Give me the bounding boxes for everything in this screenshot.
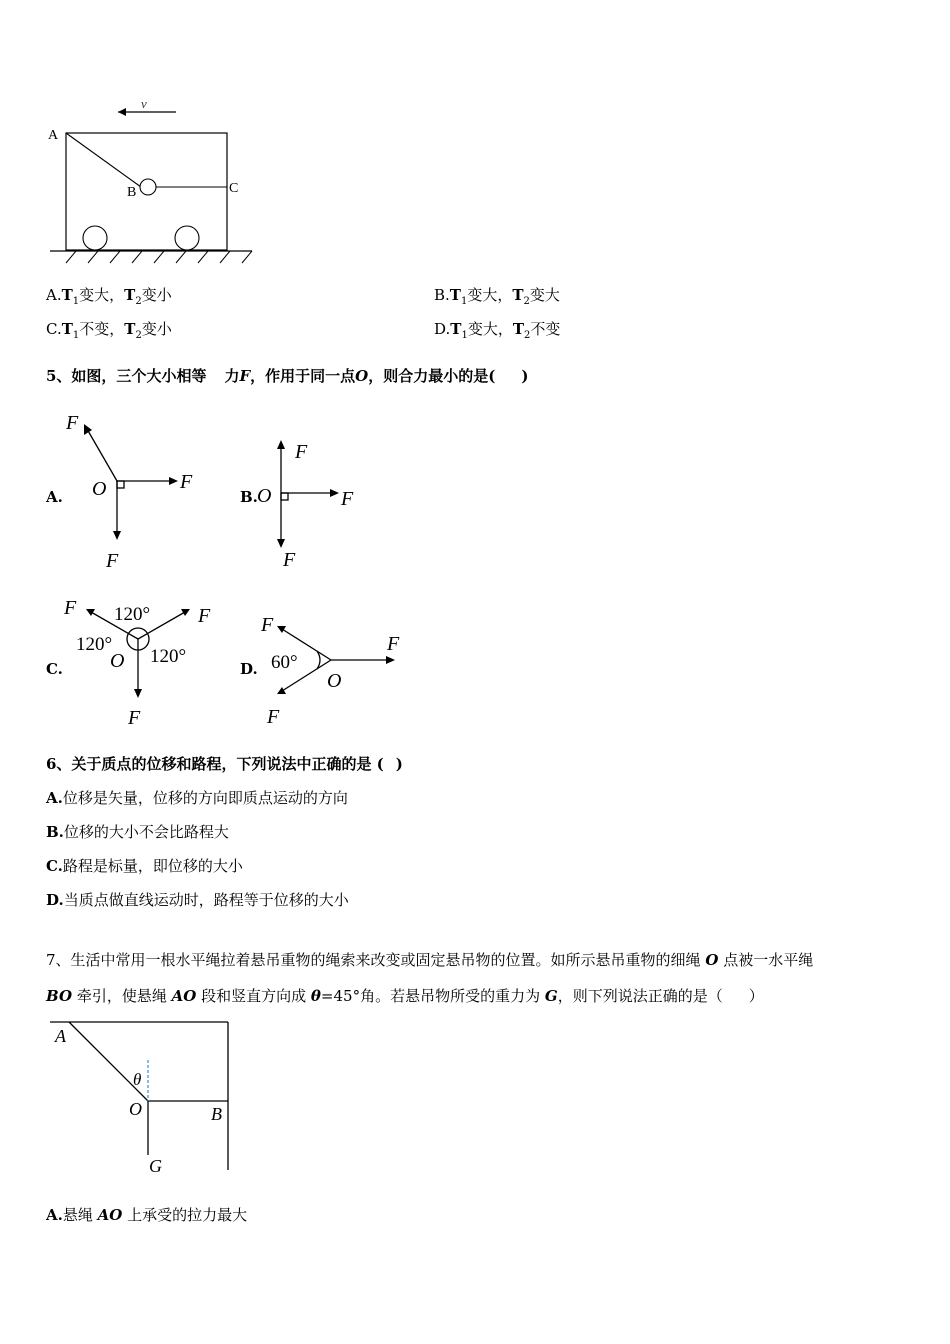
q5-figure-b[interactable] xyxy=(255,432,385,582)
force-label: F xyxy=(106,550,119,572)
q6-option-d[interactable]: D.当质点做直线运动时，路程等于位移的大小 xyxy=(46,891,349,909)
origin-label: O xyxy=(257,485,272,507)
q5-stem: 5、如图，三个大小相等 力F，作用于同一点O，则合力最小的是( ) xyxy=(46,367,529,385)
cart-figure xyxy=(40,92,300,272)
point-b-label: B xyxy=(211,1104,222,1124)
q7-stem-line2: BO 牵引，使悬绳 AO 段和竖直方向成 θ=45°角。若悬吊物所受的重力为 G，则下列说法正确的是（ ） xyxy=(46,987,764,1005)
point-c-label: C xyxy=(229,181,239,196)
velocity-label: v xyxy=(141,96,147,111)
force-label: F xyxy=(261,614,274,636)
q5-figure-a[interactable] xyxy=(60,405,230,575)
q7-option-a[interactable]: A.悬绳 AO 上承受的拉力最大 xyxy=(46,1206,248,1224)
force-label: F xyxy=(295,441,308,463)
q5-option-c[interactable]: C. xyxy=(46,660,63,678)
q4-option-d[interactable]: $D.T_1$变大，$T_2$不变 xyxy=(434,320,561,341)
force-label: F xyxy=(64,597,77,619)
force-label: F xyxy=(387,633,400,655)
angle-label: 60° xyxy=(271,652,298,673)
q7-figure xyxy=(45,1015,245,1185)
angle-label: 120° xyxy=(150,646,187,667)
q6-option-b[interactable]: B.位移的大小不会比路程大 xyxy=(46,823,229,841)
angle-label: 120° xyxy=(114,604,151,625)
angle-label: 120° xyxy=(76,634,113,655)
point-b-label: B xyxy=(127,185,137,200)
q5-figure-d[interactable] xyxy=(255,605,435,735)
origin-label: O xyxy=(92,478,107,500)
q4-option-b[interactable]: $B.T_1$变大，$T_2$变大 xyxy=(434,286,560,307)
q5-option-d[interactable]: D. xyxy=(240,660,258,678)
q5-figure-c[interactable] xyxy=(60,592,240,732)
theta-label: θ xyxy=(133,1070,142,1089)
q5-option-a[interactable]: A. xyxy=(46,488,63,506)
q4-option-c[interactable]: $C.T_1$不变，$T_2$变小 xyxy=(46,320,172,341)
q4-option-a[interactable]: $A.T_1$变大，$T_2$变小 xyxy=(46,286,172,307)
point-o-label: O xyxy=(129,1099,142,1119)
gravity-label: G xyxy=(149,1156,162,1176)
force-label: F xyxy=(180,471,193,493)
origin-label: O xyxy=(327,670,342,692)
force-label: F xyxy=(198,605,211,627)
force-label: F xyxy=(267,706,280,728)
point-a-label: A xyxy=(48,128,59,143)
q6-stem: 6、关于质点的位移和路程，下列说法中正确的是 ( ) xyxy=(46,755,403,773)
q5-option-b[interactable]: B. xyxy=(240,488,258,506)
origin-label: O xyxy=(110,650,125,672)
force-label: F xyxy=(128,707,141,729)
q6-option-a[interactable]: A.位移是矢量，位移的方向即质点运动的方向 xyxy=(46,789,348,807)
q7-stem-line1: 7、生活中常用一根水平绳拉着悬吊重物的绳索来改变或固定悬吊物的位置。如所示悬吊重物的细绳 O 点被一水平绳 xyxy=(46,951,814,969)
force-label: F xyxy=(66,412,79,434)
force-label: F xyxy=(283,549,296,571)
force-label: F xyxy=(341,488,354,510)
q6-option-c[interactable]: C.路程是标量，即位移的大小 xyxy=(46,857,243,875)
point-a-label: A xyxy=(55,1026,66,1046)
